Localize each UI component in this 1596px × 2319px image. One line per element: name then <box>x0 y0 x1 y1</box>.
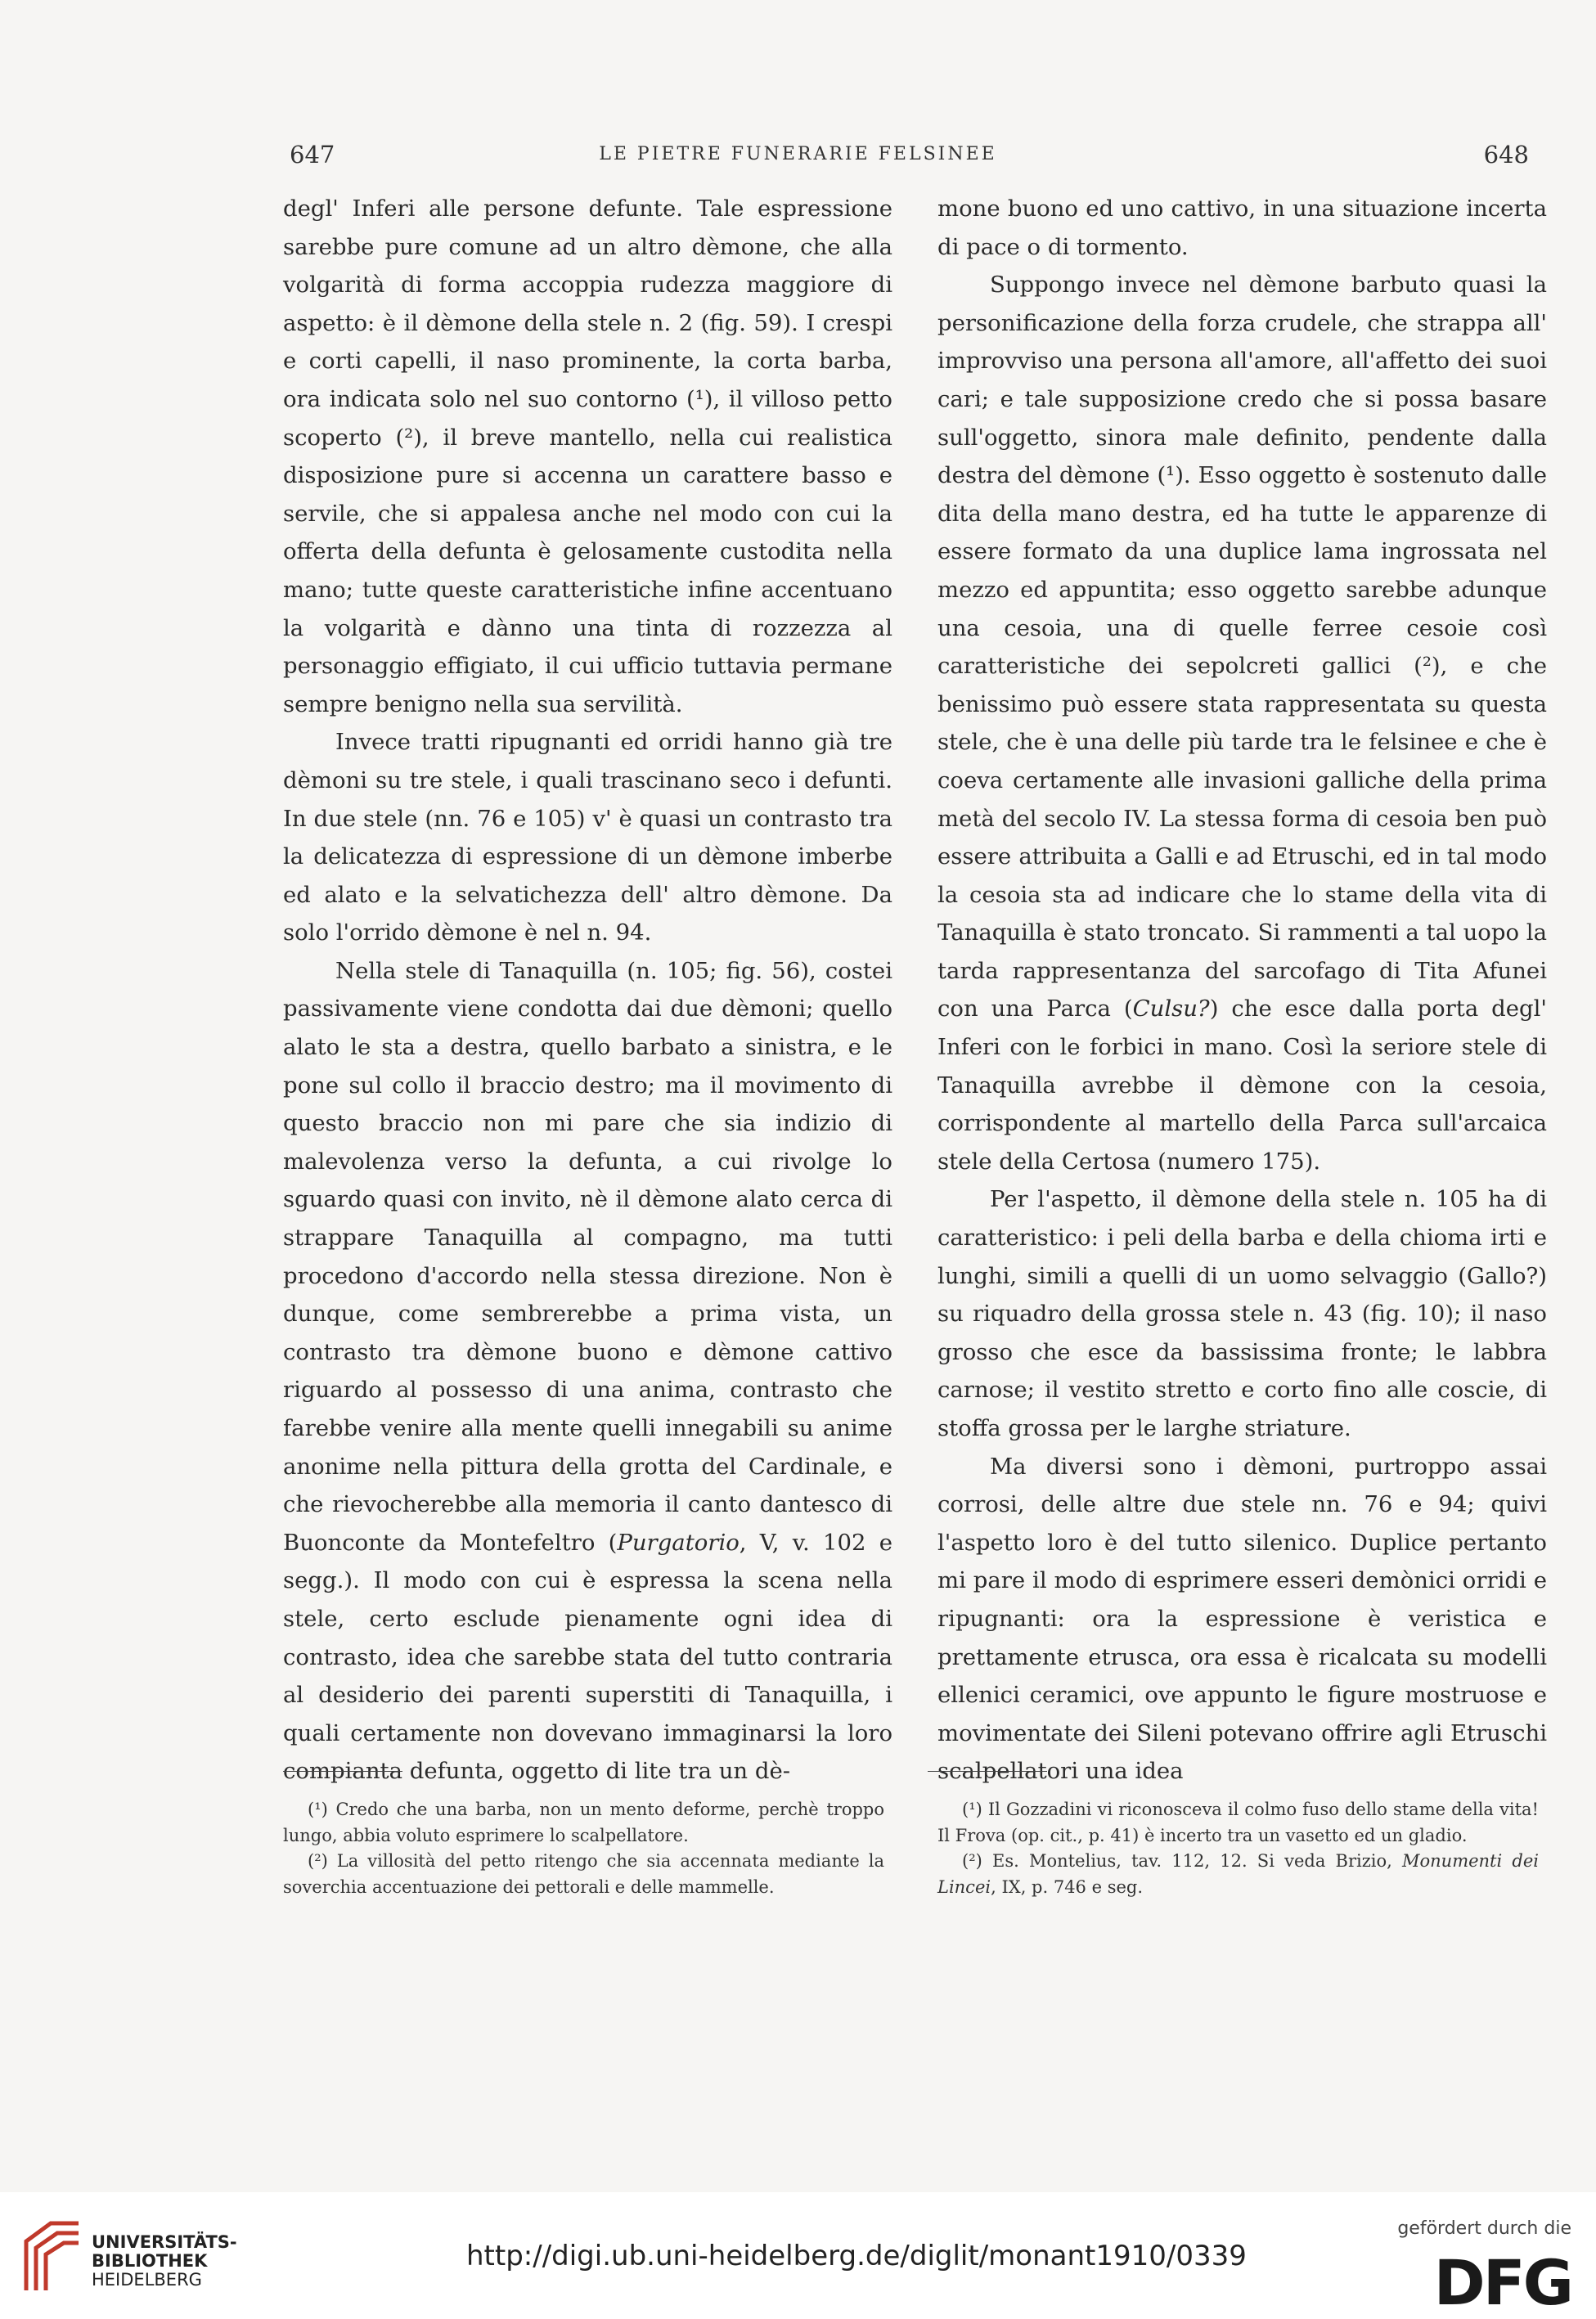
funding-label: gefördert durch die <box>1397 2218 1571 2239</box>
library-name <box>92 2233 237 2290</box>
university-library-logo-icon <box>18 2218 87 2295</box>
footnote <box>937 1849 1539 1900</box>
text-span: ) che esce dalla porta degl' Inferi con le forbici in mano. Così la seriore stele di Tanaquilla avrebbe il dèmone con la cesoia, corrispondente al martello della Parca sull'arcaica stele della Certosa (numero 175). <box>937 995 1547 1175</box>
paragraph: Ma diversi sono i dèmoni, purtroppo assai corrosi, delle altre due stele nn. 76 e 94; quivi l'aspetto loro è del tutto silenico. Duplice pertanto mi pare il modo di esprimere esseri demònici orridi e ripugnanti: ora la espressione è veristica e prettamente etrusca, ora essa è ricalcata su modelli ellenici ceramici, ove appunto le figure mostruose e movimentate dei Sileni potevano offrire agli Etruschi scalpellatori una idea <box>937 1453 1547 1785</box>
footnotes-left <box>283 1797 884 1900</box>
footnote: (¹) Credo che una barba, non un mento deforme, perchè troppo lungo, abbia voluto esprimere lo scalpellatore. <box>283 1800 884 1845</box>
text-span: Nella stele di Tanaquilla (n. 105; fig. 56), costei passivamente viene condotta dai due dèmoni; quello alato le sta a destra, quello barbato a sinistra, e le pone sul collo il braccio destro; ma il movimento di questo braccio non mi pare che sia indizio di malevolenza verso la defunta, a cui rivolge lo sguardo quasi con invito, nè il dèmone alato cerca di strappare Tanaquilla al compagno, ma tutti procedono d'accordo nella stessa direzione. Non è dunque, come sembrerebbe a prima vista, un contrasto tra dèmone buono e dèmone cattivo riguardo al possesso di una anima, contrasto che farebbe venire alla mente quelli innegabili su anime anonime nella pittura della grotta del Cardinale, e che rievocherebbe alla memoria il canto dantesco di Buonconte da Montefeltro ( <box>283 957 892 1556</box>
text-span: (²) Es. Montelius, tav. 112, 12. Si veda Brizio, <box>962 1851 1402 1871</box>
footer-bar <box>0 2192 1596 2319</box>
text-span: Suppongo invece nel dèmone barbuto quasi la personificazione della forza crudele, che strappa all' improvviso una persona all'amore, all'affetto dei suoi cari; e tale supposizione credo che si possa basare sull'oggetto, sinora male definito, pendente dalla destra del dèmone (¹). Esso oggetto è sostenuto dalle dita della mano destra, ed ha tutte le apparenze di essere formato da una duplice lama ingrossata nel mezzo ed appuntita; esso oggetto sarebbe adunque una cesoia, una di quelle ferree cesoie così caratteristiche dei sepolcreti gallici (²), e che benissimo può essere stata rappresentata su questa stele, che è una delle più tarde tra le felsinee e che è coeva certamente alle invasioni galliche della prima metà del secolo IV. La stessa forma di cesoia ben può essere attribuita a Galli e ad Etruschi, ed in tal modo la cesoia sta ad indicare che lo stame della vita di Tanaquilla è stato troncato. Si rammenti a tal uopo la tarda rappresentanza del sarcofago di Tita Afunei con una Parca ( <box>937 272 1547 1022</box>
paragraph <box>283 952 892 1791</box>
paragraph: degl' Inferi alle persone defunte. Tale espressione sarebbe pure comune ad un altro dèmone, che alla volgarità di forma accoppia rudezza maggiore di aspetto: è il dèmone della stele n. 2 (fig. 59). I crespi e corti capelli, il naso prominente, la corta barba, ora indicata solo nel suo contorno (¹), il villoso petto scoperto (²), il breve mantello, nella cui realistica disposizione pure si accenna un carattere basso e servile, che si appalesa anche nel modo con cui la offerta della defunta è gelosamente custodita nella mano; tutte queste caratteristiche infine accentuano la volgarità e dànno una tinta di rozzezza al personaggio effigiato, il cui ufficio tuttavia permane sempre benigno nella sua servilità. <box>283 195 892 717</box>
paragraph: Invece tratti ripugnanti ed orridi hanno già tre dèmoni su tre stele, i quali trascinano seco i defunti. In due stele (nn. 76 e 105) v' è quasi un contrasto tra la delicatezza di espressione di un dèmone imberbe ed alato e la selvatichezza dell' altro dèmone. Da solo l'orrido dèmone è nel n. 94. <box>283 729 892 946</box>
footnotes-right <box>937 1797 1539 1900</box>
footnote-separator <box>928 1771 1047 1772</box>
footnote-separator <box>283 1771 402 1772</box>
library-name-line: BIBLIOTHEK <box>92 2251 208 2271</box>
footnote: (²) La villosità del petto ritengo che sia accennata mediante la soverchia accentuazione dei pettorali e delle mammelle. <box>283 1851 884 1897</box>
text-column-right <box>937 190 1547 1791</box>
footnote: (¹) Il Gozzadini vi riconosceva il colmo fuso dello stame della vita! Il Frova (op. cit., p. 41) è incerto tra un vasetto ed un gladio. <box>937 1800 1539 1845</box>
library-name-line: HEIDELBERG <box>92 2270 202 2290</box>
italic-title: Purgatorio <box>617 1529 740 1556</box>
library-name-line: UNIVERSITÄTS- <box>92 2232 237 2252</box>
italic-title: Monumenti dei Lincei <box>937 1851 1539 1897</box>
italic-term: Culsu? <box>1132 995 1210 1022</box>
page-number-right: 648 <box>1483 141 1529 169</box>
paragraph: Per l'aspetto, il dèmone della stele n. 105 ha di caratteristico: i peli della barba e della chioma irti e lunghi, simili a quelli di un uomo selvaggio (Gallo?) su riquadro della grossa stele n. 43 (fig. 10); il naso grosso che esce da bassissima fronte; le labbra carnose; il vestito stretto e corto fino alle coscie, di stoffa grossa per le larghe striature. <box>937 1186 1547 1441</box>
running-title: LE PIETRE FUNERARIE FELSINEE <box>599 144 997 164</box>
text-column-left <box>283 190 892 1791</box>
source-url-link[interactable]: http://digi.ub.uni-heidelberg.de/diglit/monant1910/0339 <box>466 2240 1247 2272</box>
page-number-left: 647 <box>290 141 335 169</box>
paragraph: mone buono ed uno cattivo, in una situazione incerta di pace o di tormento. <box>937 195 1547 260</box>
text-span: , IX, p. 746 e seg. <box>991 1876 1144 1897</box>
text-span: , V, v. 102 e segg.). Il modo con cui è espressa la scena nella stele, certo esclude pienamente ogni idea di contrasto, idea che sarebbe stata del tutto contraria al desiderio dei parenti superstiti di Tanaquilla, i quali certamente non dovevano immaginarsi la loro compianta defunta, oggetto di lite tra un dè- <box>283 1529 892 1785</box>
dfg-logo: DFG <box>1433 2246 1571 2319</box>
paragraph <box>937 266 1547 1180</box>
